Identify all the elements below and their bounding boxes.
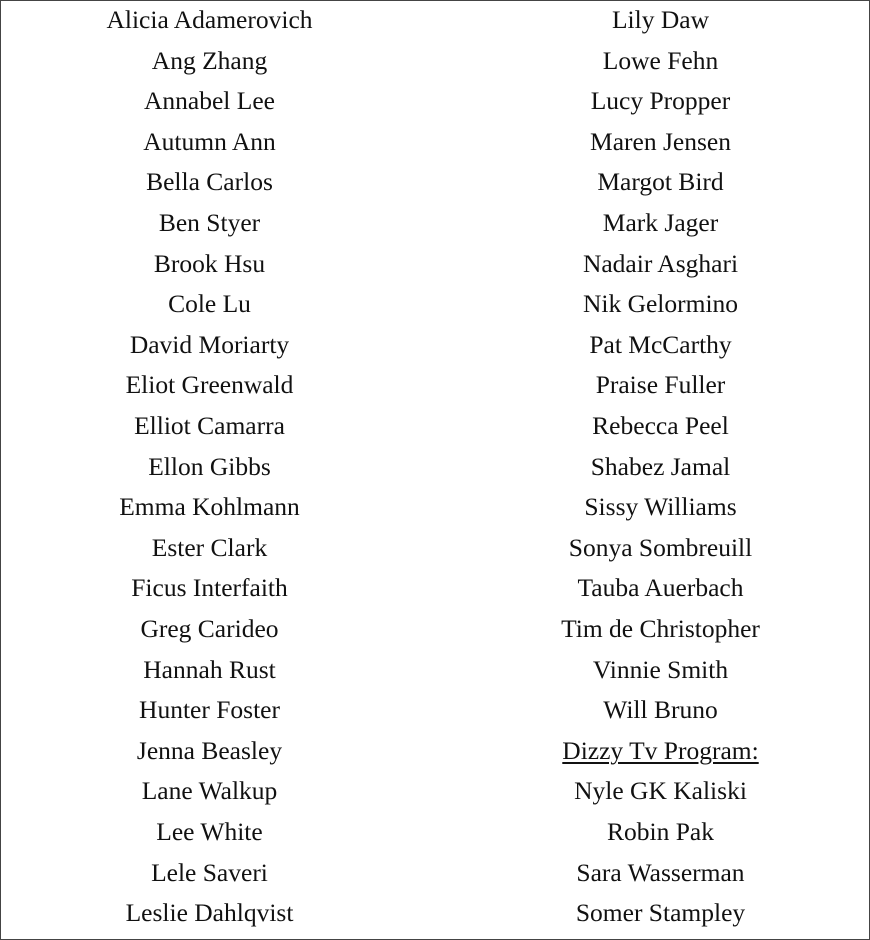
name-entry: Lucy Propper bbox=[590, 86, 731, 116]
name-entry: Emma Kohlmann bbox=[119, 492, 300, 522]
name-entry: Jenna Beasley bbox=[136, 735, 283, 765]
name-entry: Greg Carideo bbox=[140, 614, 279, 643]
program-name-entry: Robin Pak bbox=[607, 817, 714, 846]
name-entry: Elliot Camarra bbox=[134, 411, 285, 440]
name-entry: Lowe Fehn bbox=[602, 45, 719, 75]
name-entry: Annabel Lee bbox=[144, 86, 275, 116]
name-entry: Bella Carlos bbox=[146, 167, 273, 197]
program-name-entry: Somer Stampley bbox=[575, 898, 746, 928]
name-entry: Ben Styer bbox=[158, 208, 261, 237]
name-entry: Will Bruno bbox=[603, 695, 718, 725]
name-entry: Nadair Asghari bbox=[582, 248, 739, 278]
name-entry: Sonya Sombreuill bbox=[568, 532, 753, 562]
name-entry: Rebecca Peel bbox=[592, 411, 729, 440]
name-entry: Cole Lu bbox=[168, 289, 251, 319]
name-entry: Ang Zhang bbox=[151, 45, 268, 75]
name-entry: Lele Saveri bbox=[151, 857, 268, 887]
name-entry: Margot Bird bbox=[597, 167, 724, 197]
program-heading: Dizzy Tv Program: bbox=[562, 735, 759, 765]
name-entry: Ficus Interfaith bbox=[131, 573, 288, 603]
name-entry: Tim de Christopher bbox=[561, 614, 760, 643]
name-entry: Ester Clark bbox=[151, 532, 268, 562]
name-entry: Maren Jensen bbox=[590, 126, 731, 156]
name-entry: Hunter Foster bbox=[139, 695, 280, 725]
name-entry: Lee White bbox=[156, 817, 263, 846]
name-entry: Mark Jager bbox=[602, 208, 719, 237]
name-entry: Leslie Dahlqvist bbox=[125, 898, 294, 928]
name-entry: Sissy Williams bbox=[584, 492, 737, 522]
name-entry: Praise Fuller bbox=[595, 370, 726, 400]
name-entry: Tauba Auerbach bbox=[577, 573, 744, 603]
name-entry: Pat McCarthy bbox=[589, 329, 732, 359]
name-entry: Lane Walkup bbox=[141, 776, 278, 806]
name-entry: Vinnie Smith bbox=[592, 654, 729, 684]
program-name-entry: Sara Wasserman bbox=[576, 857, 745, 887]
name-entry: Eliot Greenwald bbox=[125, 370, 294, 400]
name-entry: Nik Gelormino bbox=[582, 289, 739, 319]
name-entry: Brook Hsu bbox=[153, 248, 266, 278]
name-entry: David Moriarty bbox=[129, 329, 290, 359]
name-entry: Hannah Rust bbox=[143, 654, 276, 684]
name-entry: Lily Daw bbox=[611, 5, 710, 34]
name-entry: Shabez Jamal bbox=[590, 451, 731, 481]
name-entry: Alicia Adamerovich bbox=[106, 5, 313, 34]
name-entry: Ellon Gibbs bbox=[148, 451, 271, 481]
name-entry: Autumn Ann bbox=[143, 126, 276, 156]
program-name-entry: Nyle GK Kaliski bbox=[574, 776, 747, 806]
